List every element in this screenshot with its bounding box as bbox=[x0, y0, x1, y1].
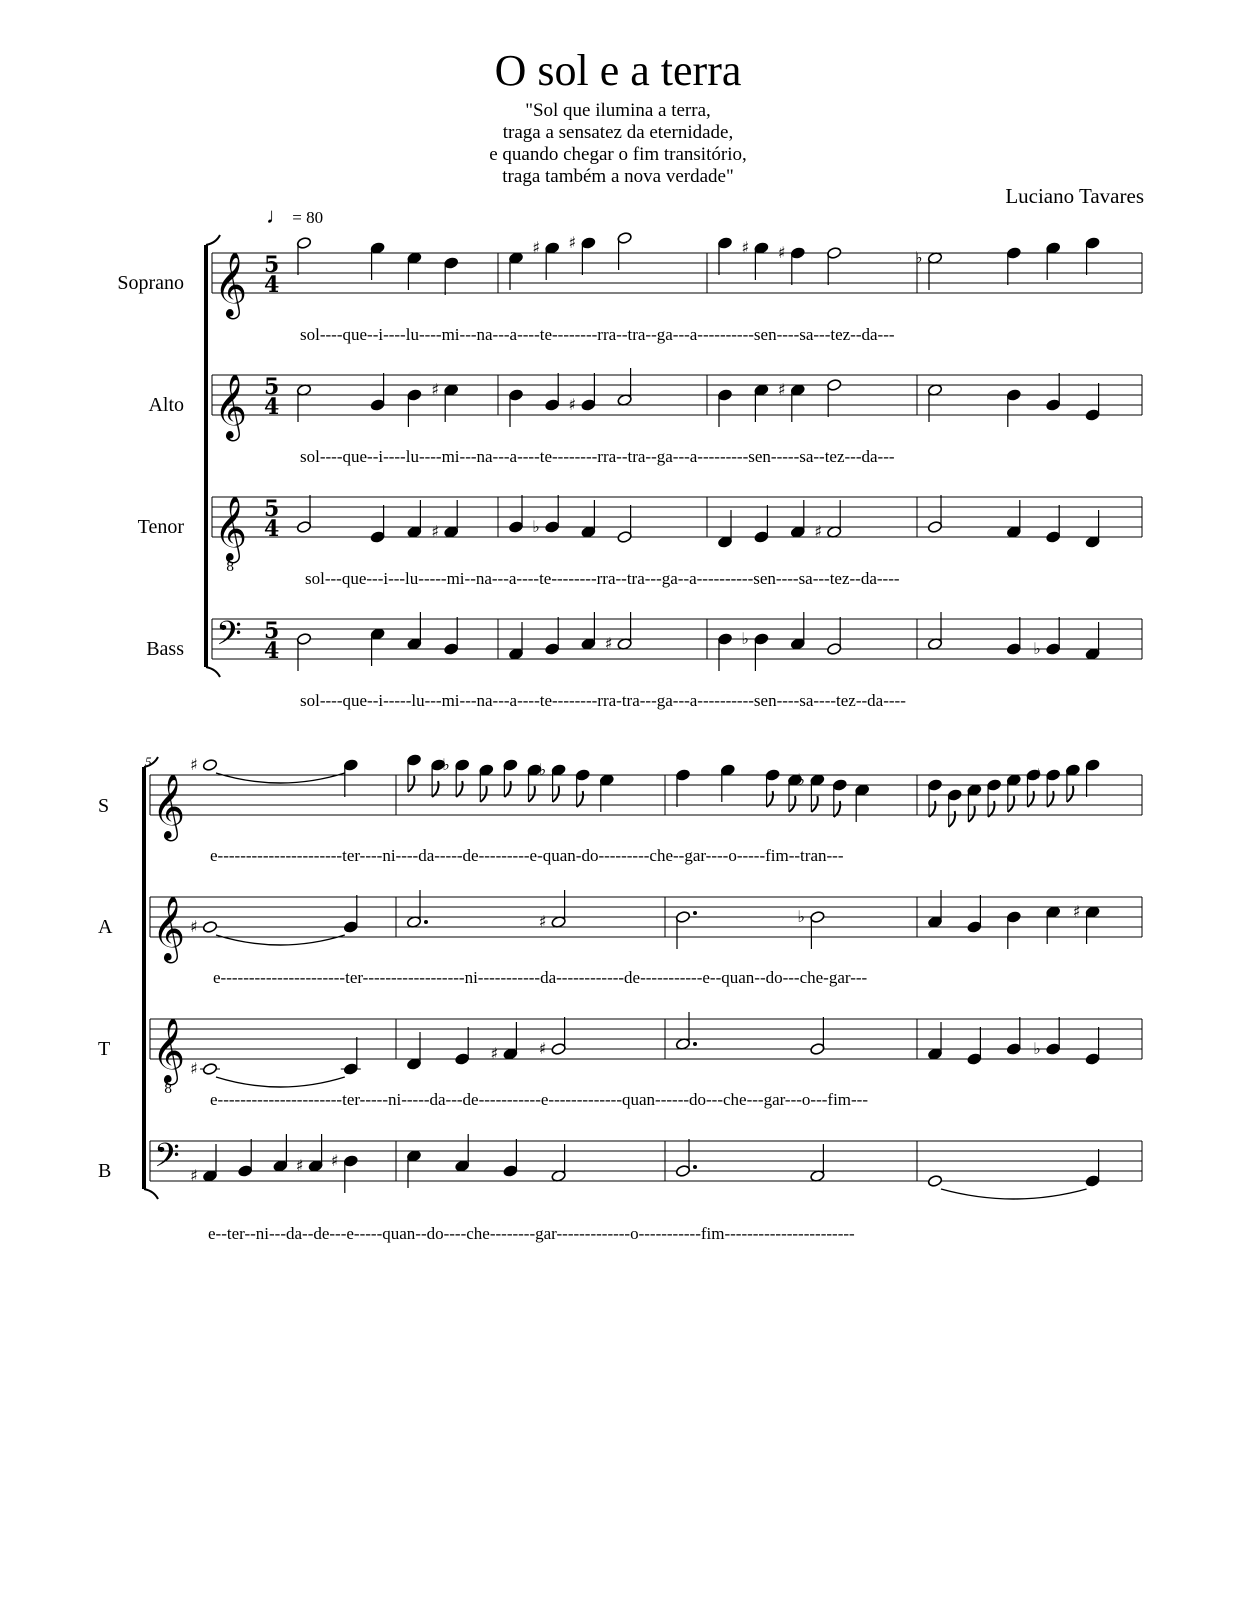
quarter-note-icon: ♩ bbox=[266, 203, 288, 228]
note-head bbox=[1085, 1053, 1100, 1066]
eighth-flag bbox=[553, 786, 559, 802]
note-head bbox=[765, 769, 780, 782]
note-head bbox=[827, 643, 842, 656]
sharp-icon: ♯ bbox=[1072, 902, 1081, 921]
flat-icon: ♭ bbox=[442, 755, 450, 774]
note-head bbox=[1006, 389, 1021, 402]
flat-icon: ♭ bbox=[532, 517, 540, 536]
note-head bbox=[545, 643, 560, 656]
note-head bbox=[717, 237, 732, 250]
bass-clef-icon: 𝄢 bbox=[154, 1137, 180, 1183]
sharp-icon: ♯ bbox=[568, 233, 577, 252]
note-head bbox=[1046, 1043, 1061, 1056]
note-head bbox=[343, 1155, 358, 1168]
time-signature-top: 5 bbox=[264, 618, 280, 644]
lyric-line-bass: e--ter--ni---da--de---e-----quan--do----che--------gar-------------o-----------fim----------------------- bbox=[208, 1224, 855, 1243]
bass-clef-icon: 𝄢 bbox=[216, 615, 242, 661]
note-head bbox=[545, 521, 560, 534]
eighth-flag bbox=[1067, 786, 1073, 802]
note-head bbox=[1046, 531, 1061, 544]
note-head bbox=[581, 237, 596, 250]
note-head bbox=[717, 633, 732, 646]
note-head bbox=[370, 399, 385, 412]
note-head bbox=[675, 911, 690, 924]
note-head bbox=[986, 779, 1001, 792]
eighth-flag bbox=[408, 776, 414, 792]
part-name-soprano: Soprano bbox=[117, 272, 184, 294]
note-head bbox=[617, 531, 632, 544]
note-head bbox=[827, 247, 842, 260]
note-head bbox=[1006, 911, 1021, 924]
treble-clef-icon: 𝄞 bbox=[214, 252, 248, 317]
sharp-icon: ♯ bbox=[604, 634, 613, 653]
note-head bbox=[1046, 399, 1061, 412]
treble-clef-icon: 𝄞 bbox=[214, 496, 248, 561]
flat-icon: ♭ bbox=[538, 760, 547, 779]
note-head bbox=[1006, 643, 1021, 656]
bracket-hook bbox=[206, 667, 220, 677]
flat-icon: ♭ bbox=[797, 907, 805, 926]
part-abbr-bass: B bbox=[98, 1160, 112, 1182]
sharp-icon: ♯ bbox=[532, 238, 540, 257]
note-head bbox=[927, 779, 942, 792]
note-head bbox=[1085, 1175, 1100, 1188]
measure-number: 5 bbox=[145, 754, 152, 769]
note-head bbox=[1046, 769, 1061, 782]
note-head bbox=[967, 921, 982, 934]
note-head bbox=[343, 921, 358, 934]
note-head bbox=[1085, 237, 1100, 250]
epigraph-line: e quando chegar o fim transitório, bbox=[489, 144, 747, 165]
note-head bbox=[581, 399, 596, 412]
note-head bbox=[1085, 409, 1100, 422]
lyric-line-tenor: sol---que---i---lu-----mi--na---a----te--------rra--tra---ga--a----------sen----sa---tez--da---- bbox=[305, 569, 900, 588]
tempo-value: = 80 bbox=[292, 208, 324, 227]
eighth-flag bbox=[480, 786, 486, 802]
eighth-flag bbox=[811, 796, 817, 812]
note-head bbox=[444, 643, 459, 656]
note-head bbox=[238, 1165, 253, 1178]
tie bbox=[941, 1189, 1087, 1199]
sharp-icon: ♯ bbox=[568, 395, 577, 414]
note-head bbox=[202, 1063, 217, 1076]
note-head bbox=[296, 521, 311, 534]
lyric-line-alto: e----------------------ter------------------ni-----------da------------de-----------e--quan--do---che-gar--- bbox=[213, 968, 868, 987]
note-head bbox=[827, 379, 842, 392]
sharp-icon: ♯ bbox=[777, 243, 786, 262]
epigraph-line: "Sol que ilumina a terra, bbox=[525, 100, 711, 121]
sharp-icon: ♯ bbox=[741, 238, 750, 257]
bracket-hook bbox=[144, 757, 158, 767]
bracket-hook bbox=[206, 235, 220, 245]
epigraph-line: traga também a nova verdade" bbox=[502, 166, 734, 187]
composer: Luciano Tavares bbox=[1005, 184, 1144, 208]
note-head bbox=[675, 1165, 690, 1178]
time-signature-top: 5 bbox=[264, 374, 280, 400]
note-head bbox=[810, 911, 825, 924]
epigraph-line: traga a sensatez da eternidade, bbox=[502, 122, 734, 143]
sharp-icon: ♯ bbox=[814, 522, 822, 541]
lyric-line-soprano: sol----que--i----lu----mi---na---a----te--------rra--tra--ga---a----------sen----sa---tez--da--- bbox=[300, 325, 895, 344]
note-head bbox=[406, 754, 421, 767]
time-signature-bottom: 4 bbox=[264, 394, 280, 420]
octave-clef-marker: 8 bbox=[226, 560, 235, 575]
flat-icon: ♭ bbox=[741, 629, 749, 648]
note-head bbox=[545, 399, 560, 412]
note-head bbox=[508, 389, 523, 402]
note-head bbox=[296, 237, 311, 250]
note-head bbox=[675, 769, 690, 782]
eighth-flag bbox=[529, 786, 535, 802]
note-head bbox=[832, 779, 847, 792]
sharp-icon: ♯ bbox=[295, 1156, 304, 1175]
part-name-bass: Bass bbox=[146, 638, 184, 660]
sharp-icon: ♯ bbox=[490, 1044, 499, 1063]
sharp-icon: ♯ bbox=[431, 522, 439, 541]
note-head bbox=[927, 521, 942, 534]
sharp-icon: ♯ bbox=[1033, 765, 1041, 784]
flat-icon: ♭ bbox=[1033, 1039, 1041, 1058]
note-head bbox=[617, 232, 632, 245]
octave-clef-marker: 8 bbox=[164, 1082, 173, 1097]
flat-icon: ♭ bbox=[915, 248, 923, 267]
flat-icon: ♭ bbox=[1033, 639, 1041, 658]
sharp-icon: ♯ bbox=[538, 1039, 547, 1058]
time-signature-top: 5 bbox=[264, 496, 280, 522]
eighth-flag bbox=[1008, 796, 1014, 812]
time-signature-top: 5 bbox=[264, 252, 280, 278]
time-signature-bottom: 4 bbox=[264, 272, 280, 298]
part-abbr-tenor: T bbox=[98, 1038, 111, 1060]
lyric-line-soprano: e----------------------ter----ni----da-----de---------e-quan-do---------che--gar----o-----fim--tran--- bbox=[210, 846, 844, 865]
sharp-icon: ♯ bbox=[431, 380, 439, 399]
lyric-line-tenor: e----------------------ter-----ni-----da---de-----------e-------------quan------do---che---gar---o---fim--- bbox=[210, 1090, 868, 1109]
eighth-flag bbox=[968, 806, 974, 822]
note-head bbox=[754, 633, 769, 646]
sharp-icon: ♯ bbox=[190, 1059, 198, 1078]
note-head bbox=[1006, 1043, 1021, 1056]
treble-clef-icon: 𝄞 bbox=[152, 896, 186, 961]
sharp-icon: ♯ bbox=[777, 380, 786, 399]
eighth-flag bbox=[789, 796, 795, 812]
note-head bbox=[202, 921, 217, 934]
note-head bbox=[343, 759, 358, 772]
sharp-icon: ♯ bbox=[190, 917, 198, 936]
note-head bbox=[407, 389, 422, 402]
note-head bbox=[927, 1175, 942, 1188]
note-head bbox=[370, 531, 385, 544]
note-head bbox=[967, 1053, 982, 1066]
time-signature-bottom: 4 bbox=[264, 516, 280, 542]
note-head bbox=[1006, 247, 1021, 260]
dot bbox=[424, 920, 428, 924]
score-title: O sol e a terra bbox=[494, 46, 742, 95]
note-head bbox=[202, 759, 217, 772]
dot bbox=[693, 1042, 697, 1046]
note-head bbox=[343, 1063, 358, 1076]
note-head bbox=[575, 769, 590, 782]
dot bbox=[693, 911, 697, 915]
sharp-icon: ♯ bbox=[538, 912, 547, 931]
treble-clef-icon: 𝄞 bbox=[152, 774, 186, 839]
sharp-icon: ♯ bbox=[190, 1166, 198, 1185]
part-name-tenor: Tenor bbox=[137, 516, 184, 538]
note-head bbox=[790, 247, 805, 260]
lyric-line-bass: sol----que--i-----lu---mi---na---a----te--------rra-tra---ga---a----------sen----sa----tez--da---- bbox=[300, 691, 906, 710]
note-head bbox=[1085, 759, 1100, 772]
time-signature-bottom: 4 bbox=[264, 638, 280, 664]
part-abbr-soprano: S bbox=[98, 795, 110, 817]
note-head bbox=[947, 789, 962, 802]
note-head bbox=[810, 1043, 825, 1056]
note-head bbox=[1046, 643, 1061, 656]
note-head bbox=[455, 1053, 470, 1066]
part-abbr-alto: A bbox=[98, 916, 113, 938]
note-head bbox=[551, 1043, 566, 1056]
note-head bbox=[503, 1165, 518, 1178]
sharp-icon: ♯ bbox=[190, 755, 198, 774]
tie bbox=[216, 1077, 345, 1087]
note-head bbox=[455, 759, 470, 772]
part-name-alto: Alto bbox=[148, 394, 184, 416]
note-head bbox=[717, 389, 732, 402]
note-head bbox=[296, 633, 311, 646]
note-head bbox=[444, 257, 459, 270]
lyric-line-alto: sol----que--i----lu----mi---na---a----te--------rra--tra--ga---a---------sen-----sa--tez---da--- bbox=[300, 447, 895, 466]
flat-icon: ♭ bbox=[797, 770, 805, 789]
eighth-flag bbox=[949, 811, 955, 827]
note-head bbox=[503, 759, 518, 772]
bracket-hook bbox=[144, 1189, 158, 1199]
treble-clef-icon: 𝄞 bbox=[214, 374, 248, 439]
sharp-icon: ♯ bbox=[330, 1151, 339, 1170]
note-head bbox=[754, 531, 769, 544]
treble-clef-icon: 𝄞 bbox=[152, 1018, 186, 1083]
dot bbox=[693, 1165, 697, 1169]
note-head bbox=[508, 521, 523, 534]
